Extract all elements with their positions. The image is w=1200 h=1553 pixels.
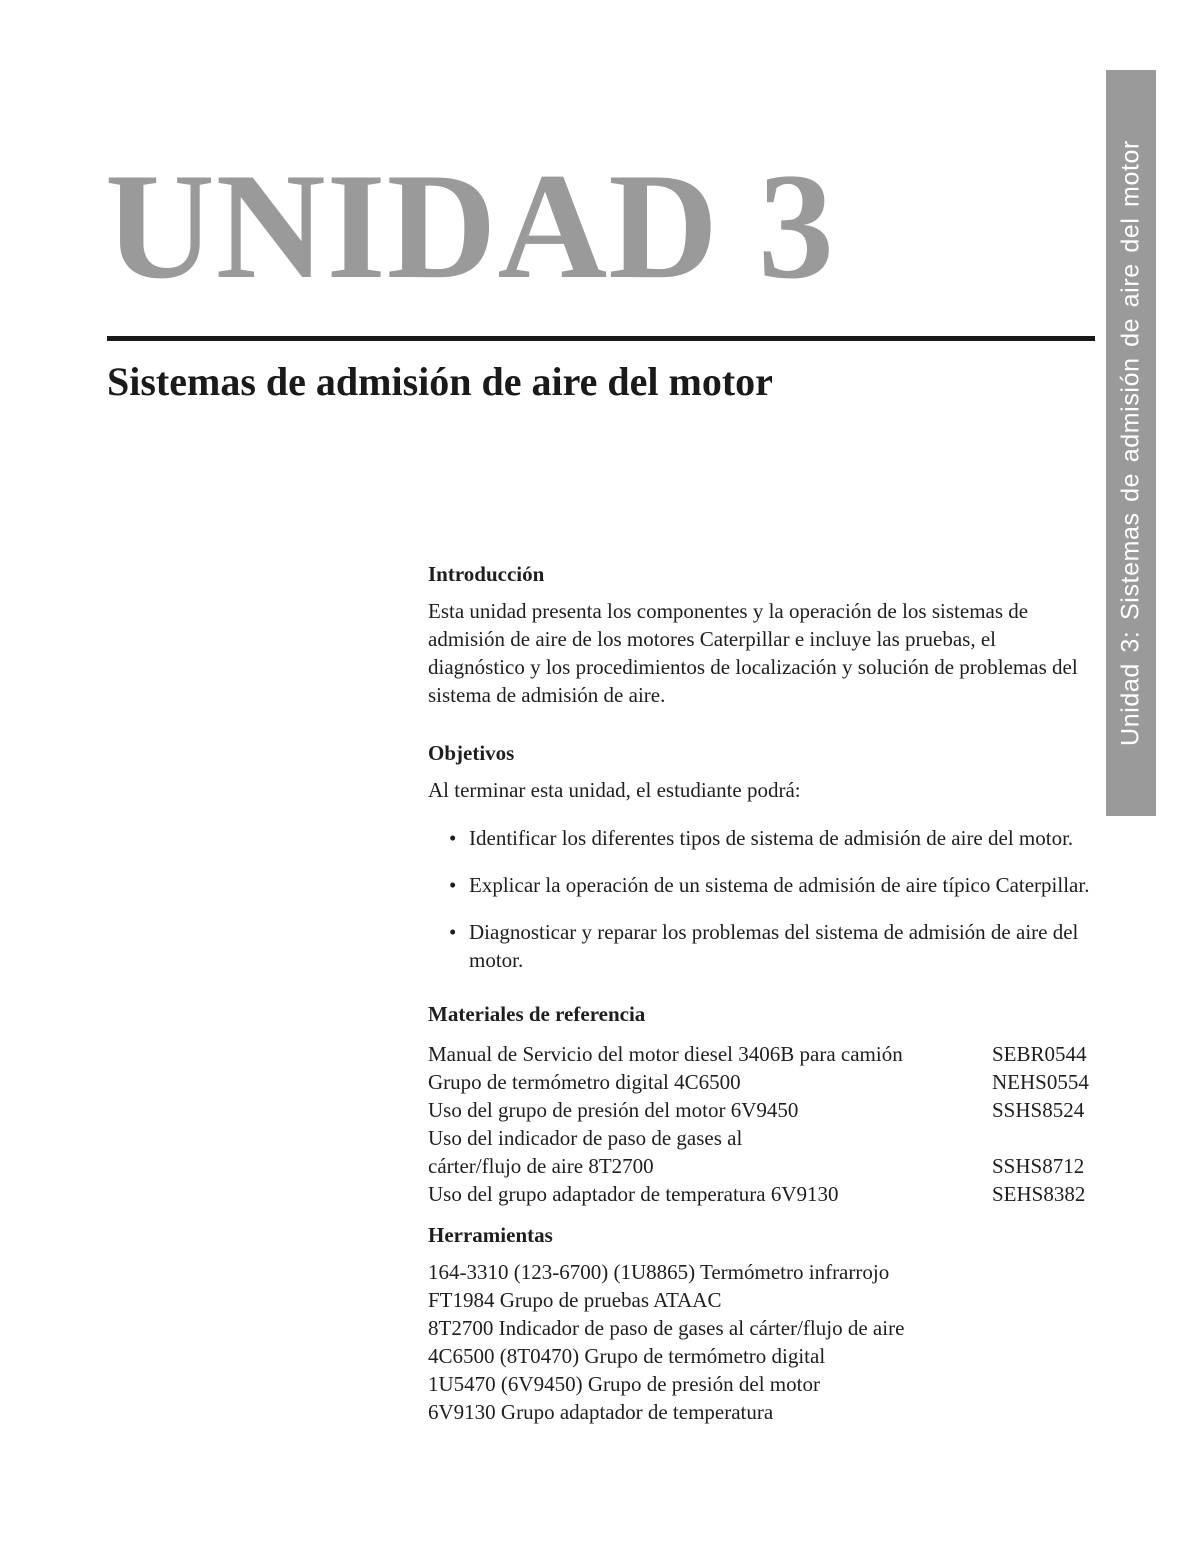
- objectives-list: [428, 824, 1098, 974]
- reference-code: SSHS8524: [992, 1098, 1085, 1122]
- intro-heading: Introducción: [428, 562, 545, 586]
- objective-text: Identificar los diferentes tipos de sistema de admisión de aire del motor.: [469, 826, 1074, 850]
- table-row: [428, 1124, 1098, 1152]
- reference-title: Uso del grupo adaptador de temperatura 6V9130: [428, 1182, 839, 1206]
- list-item: 1U5470 (6V9450) Grupo de presión del motor: [428, 1372, 820, 1396]
- intro-text: Esta unidad presenta los componentes y la operación de los sistemas de admisión de aire de los motores Caterpillar e incluye las pruebas, el diagnóstico y los procedimientos de localización y solución de problemas del sistema de admisión de aire.: [428, 599, 1078, 707]
- list-item: [428, 918, 1098, 974]
- objectives-section: [428, 739, 1098, 974]
- list-item: [428, 871, 1098, 899]
- reference-code: SSHS8712: [992, 1154, 1085, 1178]
- table-row: [428, 1180, 1098, 1208]
- references-heading: Materiales de referencia: [428, 1002, 646, 1026]
- side-tab: [1106, 70, 1156, 816]
- unit-title: UNIDAD 3: [105, 142, 835, 310]
- table-row: [428, 1068, 1098, 1096]
- list-item: 8T2700 Indicador de paso de gases al cárter/flujo de aire: [428, 1316, 905, 1340]
- unit-subtitle: Sistemas de admisión de aire del motor: [107, 359, 773, 404]
- reference-code: SEBR0544: [992, 1042, 1087, 1066]
- objective-text: Explicar la operación de un sistema de admisión de aire típico Caterpillar.: [469, 873, 1090, 897]
- list-item: 164-3310 (123-6700) (1U8865) Termómetro infrarrojo: [428, 1260, 890, 1284]
- list-item: 4C6500 (8T0470) Grupo de termómetro digital: [428, 1344, 826, 1368]
- reference-title: Grupo de termómetro digital 4C6500: [428, 1070, 741, 1094]
- references-section: [428, 1000, 1098, 1208]
- reference-code: NEHS0554: [992, 1070, 1089, 1094]
- list-item: FT1984 Grupo de pruebas ATAAC: [428, 1288, 722, 1312]
- objectives-lead: Al terminar esta unidad, el estudiante podrá:: [428, 778, 801, 802]
- table-row: [428, 1096, 1098, 1124]
- tools-heading: Herramientas: [428, 1223, 553, 1247]
- reference-title: Uso del grupo de presión del motor 6V9450: [428, 1098, 799, 1122]
- list-item: [428, 824, 1098, 852]
- reference-code: [992, 1124, 1098, 1152]
- objectives-heading: Objetivos: [428, 741, 515, 765]
- table-row: [428, 1040, 1098, 1068]
- reference-title: cárter/flujo de aire 8T2700: [428, 1154, 654, 1178]
- bullet-icon: •: [449, 920, 457, 944]
- reference-code: SEHS8382: [992, 1182, 1086, 1206]
- tools-section: [428, 1221, 1098, 1426]
- reference-title: Manual de Servicio del motor diesel 3406B para camión: [428, 1042, 903, 1066]
- side-tab-label: Unidad 3: Sistemas de admisión de aire del motor: [1116, 140, 1145, 746]
- table-row: [428, 1152, 1098, 1180]
- list-item: 6V9130 Grupo adaptador de temperatura: [428, 1400, 774, 1424]
- reference-title: Uso del indicador de paso de gases al: [428, 1126, 743, 1150]
- references-table: [428, 1040, 1098, 1208]
- main-content: [428, 560, 1098, 1426]
- tools-list: [428, 1258, 1098, 1426]
- intro-section: [428, 560, 1098, 709]
- bullet-icon: •: [449, 826, 457, 850]
- bullet-icon: •: [449, 873, 457, 897]
- title-divider: [107, 336, 1095, 341]
- objective-text: Diagnosticar y reparar los problemas del sistema de admisión de aire del motor.: [469, 920, 1079, 972]
